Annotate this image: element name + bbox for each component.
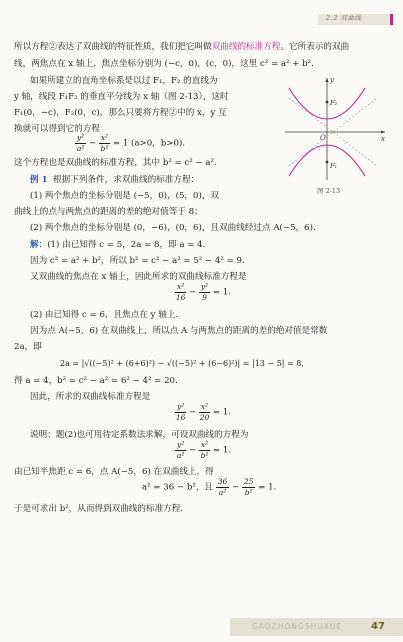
solution-line2: 因为 c² = a² + b²，所以 b² = c² − a² = 5² − 4² = 9. <box>30 256 245 266</box>
equation-answer-1: $\frac{\text{x²}}{16}$ − $\frac{\text{y²}}{9}$ = 1. <box>175 282 232 302</box>
equation-answer-2: $\frac{\text{y²}}{16}$ − $\frac{\text{x²}}{20}$ = 1. <box>175 402 232 422</box>
example-q2: (2) 两个焦点的坐标分别是 (0，−6)，(0，6)，且双曲线经过点 A(−5，6). <box>30 223 316 233</box>
solution-line7: 得 a = 4，b² = c² − a² = 6² − 4² = 20. <box>14 376 178 386</box>
para1-line1: 所以方程②表达了双曲线的特征性质，我们把它叫做双曲线的标准方程。它所表示的双曲 <box>14 42 350 52</box>
para2-line2: y 轴，线段 F₁F₂ 的垂直平分线为 x 轴（图 2-13），这时 <box>14 92 229 102</box>
figure-label-x: x <box>381 135 385 143</box>
note-line2: 由已知半焦距 c = 6，点 A(−5，6) 在双曲线上，得 <box>14 467 214 477</box>
figure-label-f1: F₁ <box>330 162 338 170</box>
para1-line2: 线，两焦点在 x 轴上，焦点坐标分别为 (−c，0)，(c，0)，这里 c² = a² + b². <box>14 59 314 69</box>
equation-y-axis-hyperbola: $\frac{\text{y²}}{\text{a²}}$ − $\frac{\text{x²}}{\text{b²}}$ = 1 (a>0，b>0). <box>76 133 186 153</box>
note-line3: 于是可求出 b²，从而得到双曲线的标准方程. <box>14 504 184 514</box>
solution-line1: 解：(1) 由已知得 c = 5，2a = 8，即 a = 4. <box>30 240 206 250</box>
figure-2-13 <box>281 74 389 184</box>
figure-label-o: O <box>320 134 326 142</box>
example-q1-line2: 曲线上的点与两焦点的距离的差的绝对值等于 8； <box>14 207 203 217</box>
para2-line5: 这个方程也是双曲线的标准方程，其中 b² = c² − a². <box>14 158 217 168</box>
example-q1-line1: (1) 两个焦点的坐标分别是 (−5，0)，(5，0)，双 <box>30 191 220 201</box>
figure-label-f2: F₂ <box>330 99 338 107</box>
section-header: 2.2 双曲线 <box>326 14 362 22</box>
figure-caption: 图 2-13 <box>317 187 341 195</box>
term-standard-equation: 双曲线的标准方程 <box>211 42 281 52</box>
equation-distance-difference: 2a = |√((−5)² + (6+6)²) − √((−5)² + (6−6)²)| = |13 − 5| = 8, <box>60 359 304 368</box>
para2-line1: 如果所建立的直角坐标系是以过 F₁，F₂ 的直线为 <box>30 76 218 86</box>
example-heading: 例 1 根据下列条件，求双曲线的标准方程： <box>30 175 200 185</box>
solution-line3: 又双曲线的焦点在 x 轴上，因此所求的双曲线标准方程是 <box>30 272 247 282</box>
para2-line3: F₁(0，−c)，F₂(0，c)，那么只要将方程②中的 x，y 互 <box>14 108 227 118</box>
solution-label: 解： <box>30 240 48 250</box>
example-label: 例 1 <box>30 175 48 185</box>
solution-line5: 因为点 A(−5，6) 在双曲线上，所以点 A 与两焦点的距离的差的绝对值是常数 <box>30 326 328 336</box>
para2-line4: 换就可以得到它的方程 <box>14 124 100 134</box>
solution-line8: 因此，所求的双曲线标准方程是 <box>30 392 151 402</box>
note-line1: 说明：题(2)也可用待定系数法求解，可设双曲线的方程为 <box>30 430 249 440</box>
solution-line6: 2a，即 <box>14 342 42 352</box>
footer-watermark: GAOZHONGSHUXUE <box>252 622 343 631</box>
equation-system: a² = 36 − b²，且 $\frac{36}{\text{a²}}$ − $\frac{25}{\text{b²}}$ = 1. <box>142 477 277 497</box>
solution-line4: (2) 由已知得 c = 6，且焦点在 y 轴上. <box>30 310 179 320</box>
equation-undetermined: $\frac{\text{y²}}{\text{a²}}$ − $\frac{\text{x²}}{\text{b²}}$ = 1. <box>176 440 232 460</box>
figure-label-y: y <box>330 76 334 84</box>
page-number: 47 <box>371 621 385 632</box>
